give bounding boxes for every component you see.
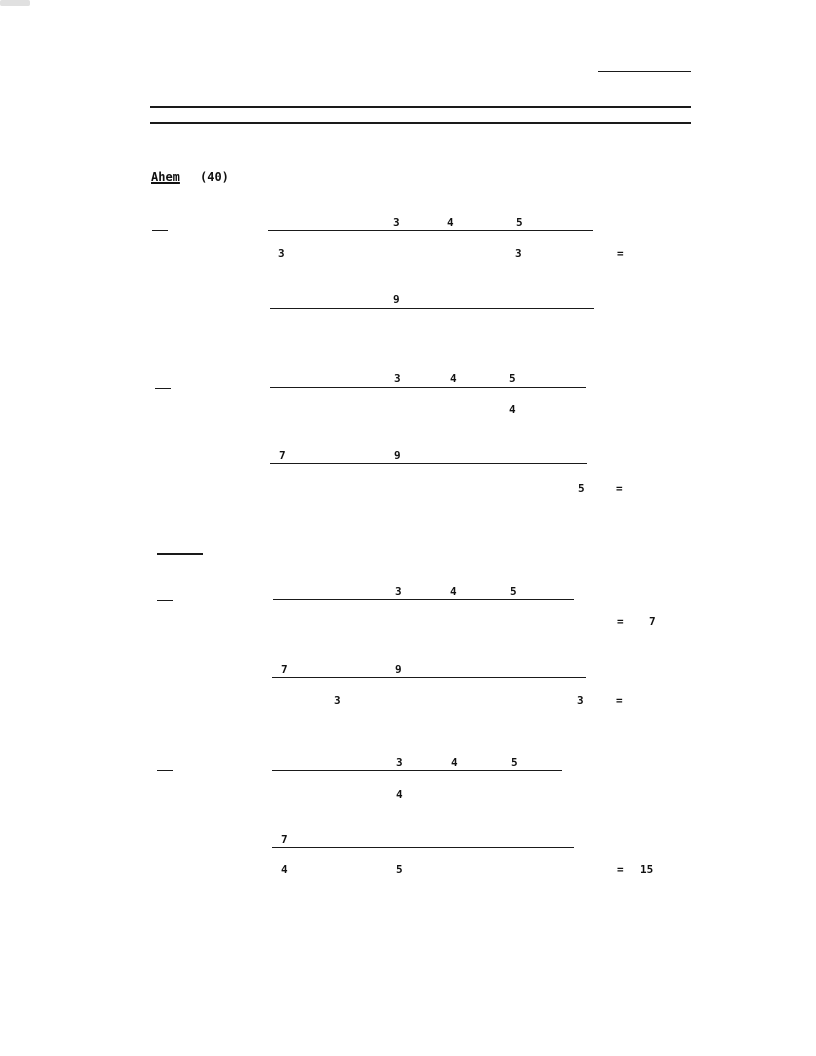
p1-fraction-bar-2 bbox=[270, 308, 594, 309]
p1-num2-a: 9 bbox=[393, 293, 400, 306]
p3-equals-1: = bbox=[617, 615, 624, 628]
p3-num2-b: 9 bbox=[395, 663, 402, 676]
p4-equals-2: = bbox=[617, 863, 624, 876]
p2-item-dash bbox=[155, 388, 171, 389]
p2-num1-c: 5 bbox=[509, 372, 516, 385]
top-right-rule bbox=[598, 71, 691, 72]
scan-smudge bbox=[0, 0, 30, 6]
header-rule-2 bbox=[150, 122, 691, 124]
section-label: Ahem bbox=[151, 170, 180, 184]
p4-num1-c: 5 bbox=[511, 756, 518, 769]
p2-equals-2: = bbox=[616, 482, 623, 495]
p3-num1-c: 5 bbox=[510, 585, 517, 598]
p1-fraction-bar-1 bbox=[268, 230, 593, 231]
p1-den1-b: 3 bbox=[515, 247, 522, 260]
p3-den2-b: 3 bbox=[577, 694, 584, 707]
p3-equals-2: = bbox=[616, 694, 623, 707]
p2-num1-b: 4 bbox=[450, 372, 457, 385]
p4-fraction-bar-1 bbox=[272, 770, 562, 771]
p3-den2-a: 3 bbox=[334, 694, 341, 707]
header-rule-1 bbox=[150, 106, 691, 108]
p4-result-2: 15 bbox=[640, 863, 654, 876]
p4-den2-b: 5 bbox=[396, 863, 403, 876]
p4-den1-a: 4 bbox=[396, 788, 403, 801]
p3-num2-a: 7 bbox=[281, 663, 288, 676]
p4-fraction-bar-2 bbox=[272, 847, 574, 848]
p2-den1-a: 4 bbox=[509, 403, 516, 416]
p1-equals-1: = bbox=[617, 247, 624, 260]
p2-fraction-bar-1 bbox=[270, 387, 586, 388]
p1-item-dash bbox=[152, 230, 168, 231]
p1-den1-a: 3 bbox=[278, 247, 285, 260]
p1-num1-b: 4 bbox=[447, 216, 454, 229]
p3-fraction-bar-2 bbox=[272, 677, 586, 678]
p2-num2-b: 9 bbox=[394, 449, 401, 462]
p3-fraction-bar-1 bbox=[273, 599, 574, 600]
p4-num1-b: 4 bbox=[451, 756, 458, 769]
p3-result-1: 7 bbox=[649, 615, 656, 628]
p4-num2-a: 7 bbox=[281, 833, 288, 846]
p2-fraction-bar-2 bbox=[270, 463, 587, 464]
p4-item-dash bbox=[157, 770, 173, 771]
p2-den2-a: 5 bbox=[578, 482, 585, 495]
p2-num1-a: 3 bbox=[394, 372, 401, 385]
p3-item-dash bbox=[157, 600, 173, 601]
p4-num1-a: 3 bbox=[396, 756, 403, 769]
section-divider bbox=[157, 553, 203, 555]
p1-num1-c: 5 bbox=[516, 216, 523, 229]
p3-num1-a: 3 bbox=[395, 585, 402, 598]
section-count: (40) bbox=[200, 170, 229, 184]
p4-den2-a: 4 bbox=[281, 863, 288, 876]
p2-num2-a: 7 bbox=[279, 449, 286, 462]
p1-num1-a: 3 bbox=[393, 216, 400, 229]
p3-num1-b: 4 bbox=[450, 585, 457, 598]
